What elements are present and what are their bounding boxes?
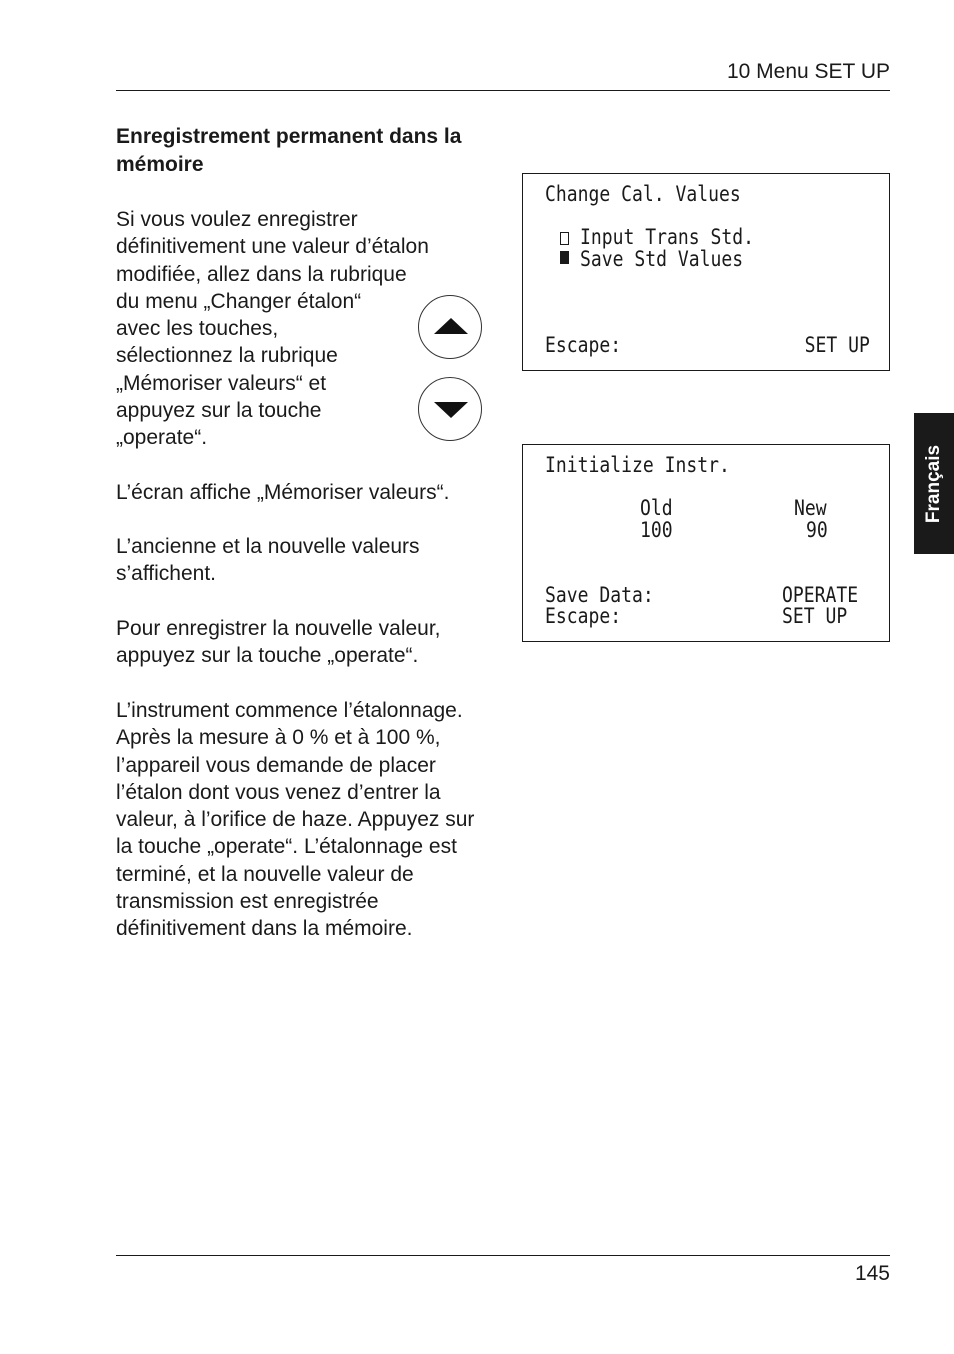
paragraph-line: appuyez sur la touche: [116, 399, 322, 423]
language-tab-label: Français: [923, 444, 944, 523]
arrow-up-icon: [434, 318, 468, 334]
paragraph-line: Si vous voulez enregistrer: [116, 208, 358, 231]
section-heading: [116, 123, 516, 178]
paragraph-calibration: [116, 697, 516, 943]
lcd-option-input-trans-std: Input Trans Std.: [580, 225, 754, 249]
paragraph-line: valeur, à l’orifice de haze. Appuyez sur: [116, 808, 475, 832]
paragraph-line: avec les touches,: [116, 317, 279, 341]
paragraph-line: terminé, et la nouvelle valeur de: [116, 862, 414, 886]
lcd-new-value: 90: [806, 518, 828, 542]
lcd-title: Initialize Instr.: [545, 453, 730, 477]
paragraph-line: L’écran affiche „Mémoriser valeurs“.: [116, 481, 450, 504]
paragraph-line: Pour enregistrer la nouvelle valeur,: [116, 617, 441, 640]
paragraph-screen-display: [116, 479, 516, 506]
page-number: 145: [854, 1262, 890, 1285]
header-divider: [116, 90, 890, 91]
paragraph-line: transmission est enregistrée: [116, 890, 379, 914]
checkbox-filled-icon: [560, 251, 569, 264]
paragraph-line: „operate“.: [116, 426, 208, 450]
paragraph-line: la touche „operate“. L’étalonnage est: [116, 835, 457, 859]
paragraph-line: modifiée, allez dans la rubrique: [116, 262, 407, 286]
paragraph-line: s’affichent.: [116, 562, 217, 586]
lcd-screen-change-cal-values: [522, 173, 890, 371]
paragraph-line: du menu „Changer étalon“: [116, 289, 362, 313]
paragraph-line: „Mémoriser valeurs“ et: [116, 371, 327, 395]
lcd-escape-label: Escape:: [545, 333, 622, 357]
lcd-escape-value: SET UP: [782, 604, 848, 628]
arrow-down-icon: [434, 402, 468, 418]
lcd-new-label: New: [794, 496, 827, 520]
paragraph-line: L’instrument commence l’étalonnage.: [116, 699, 463, 722]
lcd-save-label: Save Data:: [545, 583, 654, 607]
lcd-screen-initialize-instr: [522, 444, 890, 642]
paragraph-save-value: [116, 615, 516, 670]
header-title: 10 Menu SET UP: [726, 60, 890, 83]
paragraph-line: appuyez sur la touche „operate“.: [116, 644, 419, 668]
paragraph-line: sélectionnez la rubrique: [116, 344, 338, 368]
lcd-escape-label: Escape:: [545, 604, 622, 628]
paragraph-line: l’étalon dont vous venez d’entrer la: [116, 780, 441, 804]
paragraph-line: L’ancienne et la nouvelle valeurs: [116, 535, 420, 558]
language-tab: [914, 413, 954, 554]
arrow-down-key: [418, 377, 482, 441]
lcd-old-value: 100: [640, 518, 673, 542]
lcd-old-label: Old: [640, 496, 673, 520]
lcd-save-value: OPERATE: [782, 583, 859, 607]
paragraph-line: Après la mesure à 0 % et à 100 %,: [116, 726, 441, 750]
arrow-up-key: [418, 295, 482, 359]
paragraph-line: l’appareil vous demande de placer: [116, 753, 436, 777]
paragraph-line: définitivement dans la mémoire.: [116, 917, 413, 941]
section-heading-line: Enregistrement permanent dans la: [116, 125, 462, 148]
section-heading-line: mémoire: [116, 152, 204, 176]
footer-divider: [116, 1255, 890, 1256]
lcd-option-save-std-values: Save Std Values: [580, 247, 744, 271]
paragraph-line: définitivement une valeur d’étalon: [116, 235, 429, 259]
lcd-title: Change Cal. Values: [545, 182, 741, 206]
lcd-escape-value: SET UP: [804, 333, 870, 357]
paragraph-values-shown: [116, 533, 516, 588]
checkbox-empty-icon: [560, 232, 569, 245]
